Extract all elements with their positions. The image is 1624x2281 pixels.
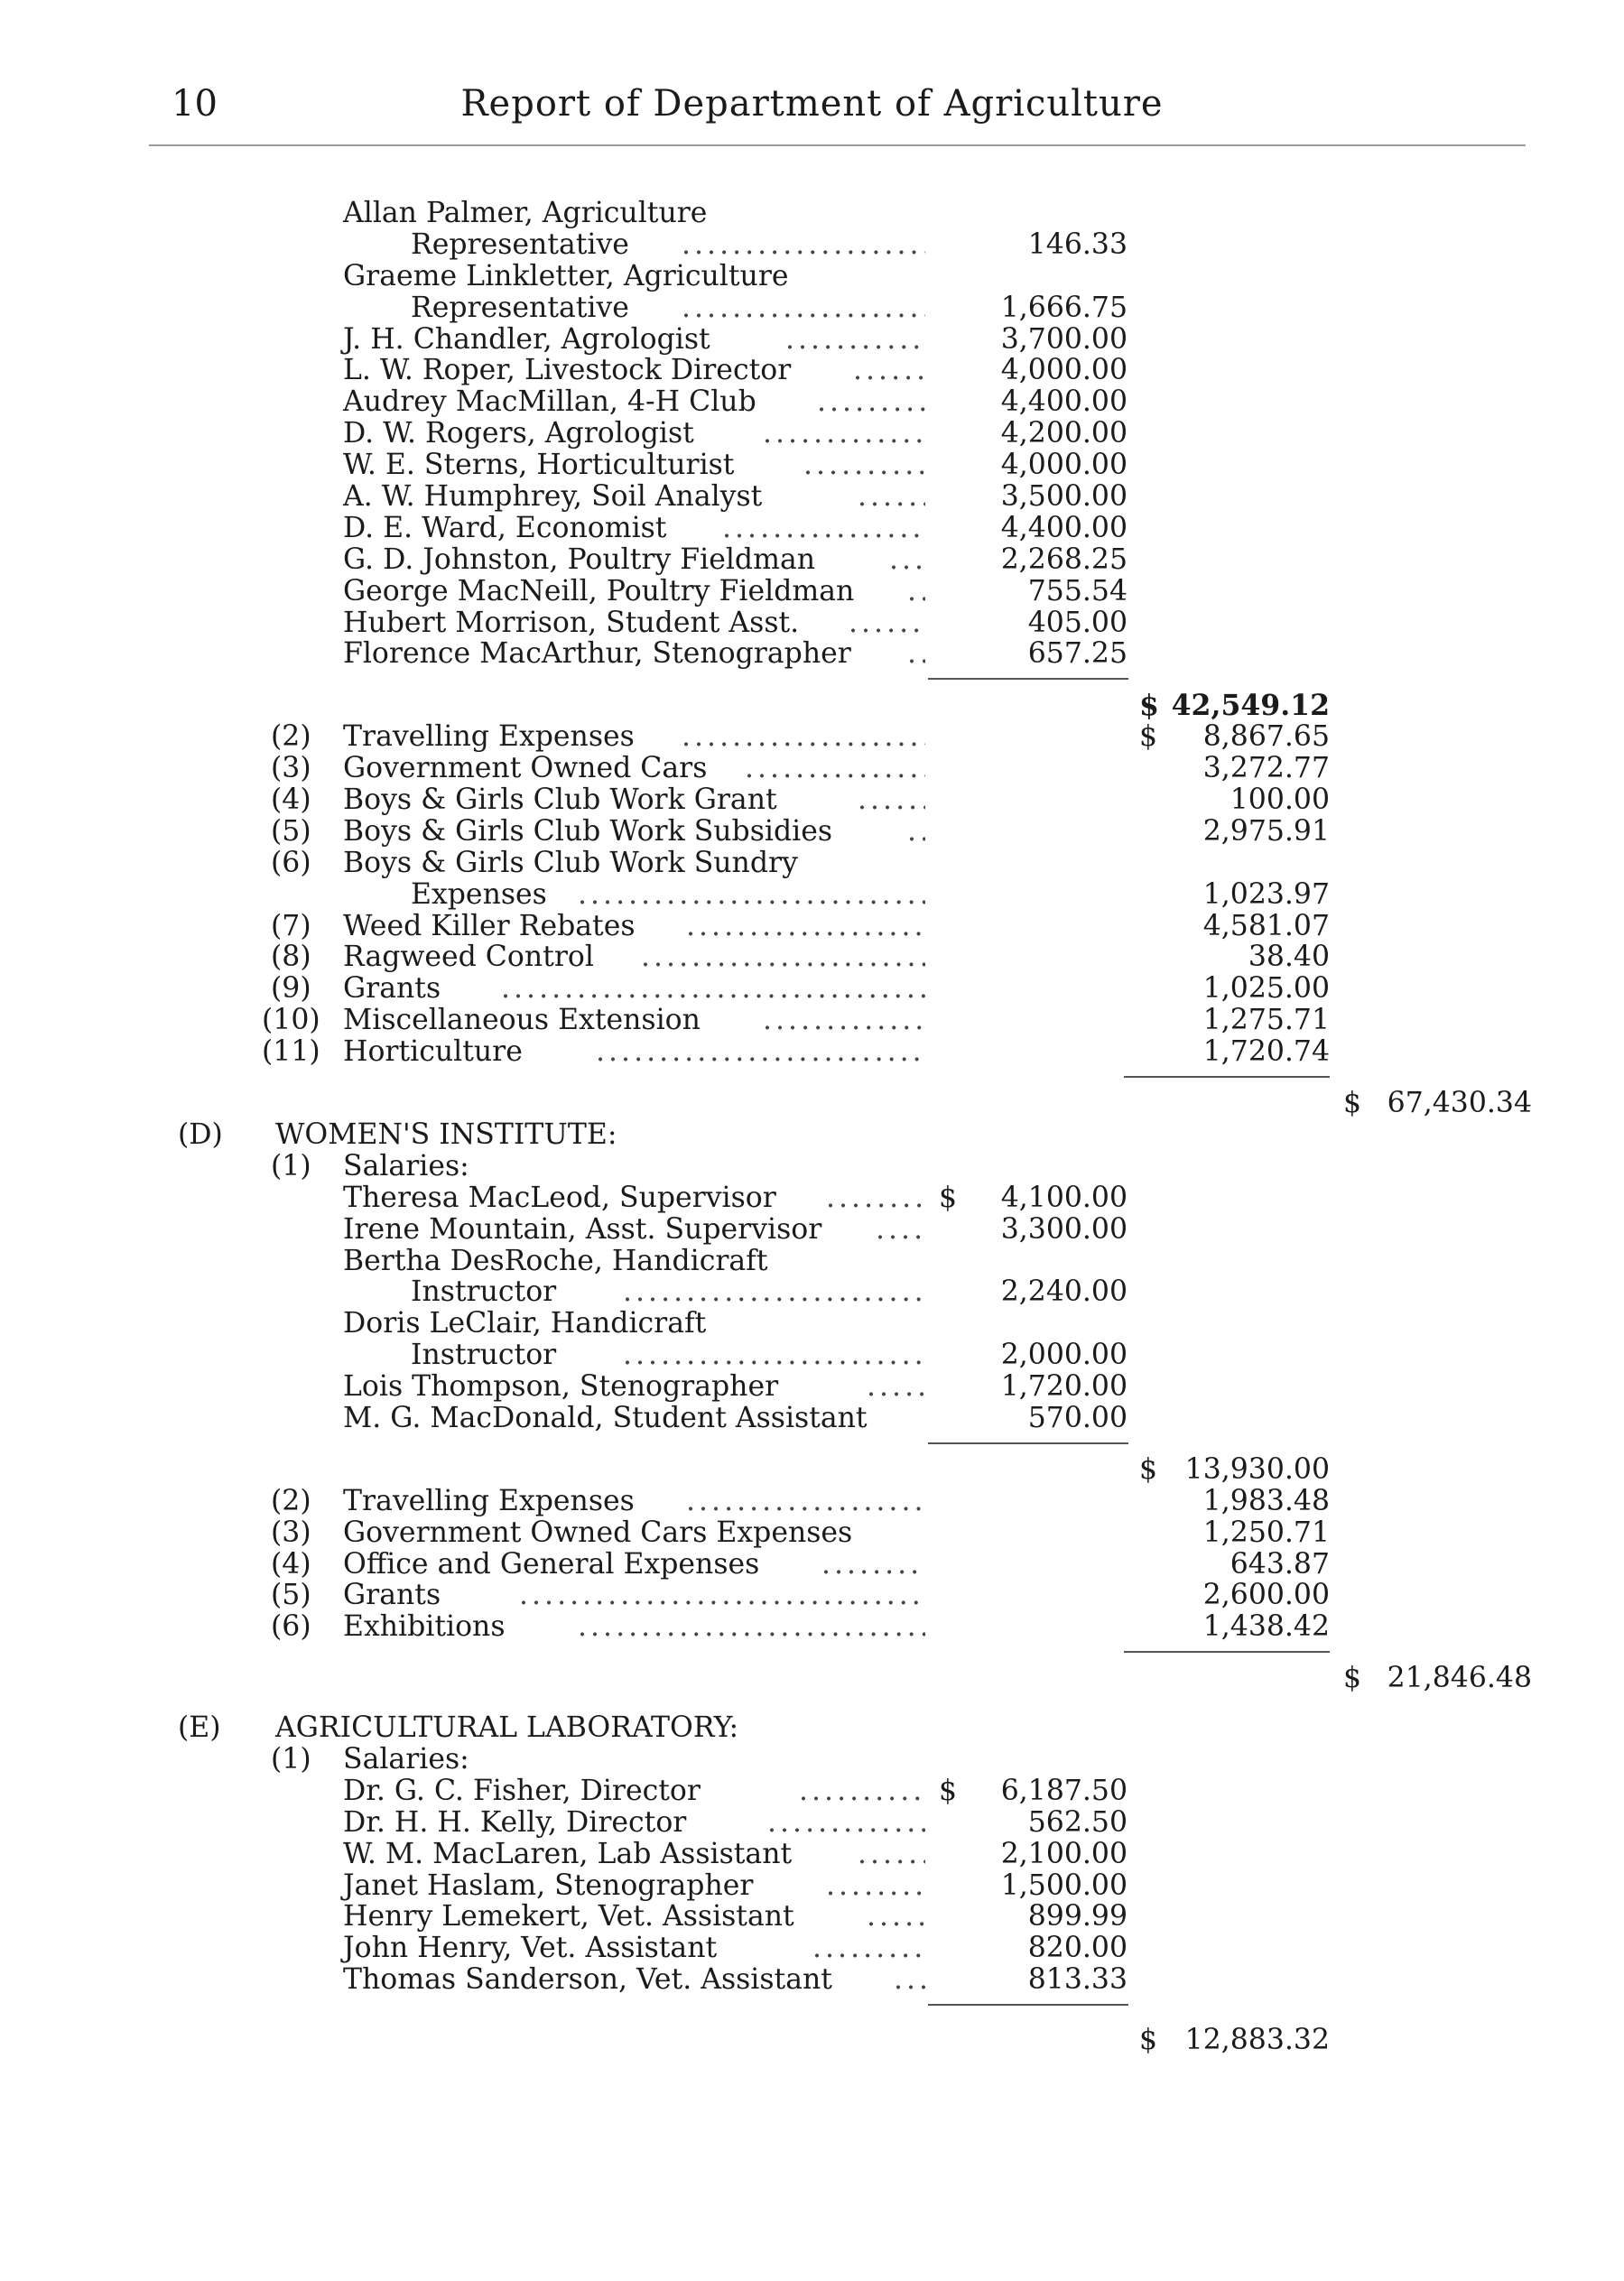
salary-row: J. H. Chandler, Agrologist . . . 3,700.00 <box>0 323 1624 355</box>
salary-row: Thomas Sanderson, Vet. Assistant . . . 813.33 <box>0 1963 1624 1995</box>
expense-row: (5) Grants . . . 2,600.00 <box>0 1579 1624 1610</box>
section-heading: (D) WOMEN'S INSTITUTE: <box>178 1117 617 1151</box>
salary-row: W. M. MacLaren, Lab Assistant . . . 2,100.00 <box>0 1838 1624 1869</box>
salaries-total-row: $ 42,549.12 <box>1139 689 1330 723</box>
expense-row: (6) Exhibitions . . . 1,438.42 <box>0 1610 1624 1642</box>
page-content <box>0 197 1624 2055</box>
expense-row: (11) Horticulture . . . 1,720.74 <box>0 1035 1624 1067</box>
expense-row: (4) Office and General Expenses . . . 643.87 <box>0 1548 1624 1580</box>
expense-row: (7) Weed Killer Rebates . . . 4,581.07 <box>0 910 1624 941</box>
salary-row: G. D. Johnston, Poultry Fieldman . . . 2,268.25 <box>0 543 1624 575</box>
salary-row: Dr. H. H. Kelly, Director . . . 562.50 <box>0 1806 1624 1838</box>
salary-row: Dr. G. C. Fisher, Director . . . $ 6,187.50 <box>0 1775 1624 1806</box>
salaries-heading: (1) Salaries: <box>271 1742 469 1776</box>
salary-row: D. E. Ward, Economist . . . 4,400.00 <box>0 512 1624 543</box>
subtotal-rule <box>1124 1651 1330 1653</box>
expense-row: (10) Miscellaneous Extension . . . 1,275.71 <box>0 1004 1624 1035</box>
salary-row: D. W. Rogers, Agrologist . . . 4,200.00 <box>0 417 1624 449</box>
expense-row: (3) Government Owned Cars Expenses 1,250.71 <box>271 1516 1330 1549</box>
salary-row: Doris LeClair, Handicraft <box>343 1307 707 1340</box>
expense-row: (8) Ragweed Control . . . 38.40 <box>0 941 1624 972</box>
salary-row: Lois Thompson, Stenographer . . . 1,720.00 <box>0 1370 1624 1402</box>
salary-row: Instructor . . . 2,000.00 <box>0 1339 1624 1370</box>
subtotal-rule <box>1124 1076 1330 1078</box>
salary-row: A. W. Humphrey, Soil Analyst . . . 3,500.00 <box>0 480 1624 512</box>
header-rule <box>149 144 1526 146</box>
expense-row: (2) Travelling Expenses . . . $ 8,867.65 <box>0 720 1624 752</box>
expense-row: (3) Government Owned Cars . . . 3,272.77 <box>0 752 1624 784</box>
salary-row: M. G. MacDonald, Student Assistant 570.00 <box>343 1401 1128 1434</box>
salary-row: Representative . . . 1,666.75 <box>0 292 1624 323</box>
salary-row: John Henry, Vet. Assistant . . . 820.00 <box>0 1932 1624 1963</box>
salary-row: L. W. Roper, Livestock Director . . . 4,000.00 <box>0 354 1624 385</box>
subtotal-rule <box>928 2004 1128 2006</box>
grand-total-row: $ 67,430.34 <box>1343 1087 1532 1120</box>
salary-row: Instructor . . . 2,240.00 <box>0 1275 1624 1307</box>
salary-row: Hubert Morrison, Student Asst. . . . 405.00 <box>0 607 1624 638</box>
expense-row: (2) Travelling Expenses . . . 1,983.48 <box>0 1485 1624 1516</box>
section-heading: (E) AGRICULTURAL LABORATORY: <box>178 1711 739 1745</box>
expense-row: (5) Boys & Girls Club Work Subsidies . . . 2,975.91 <box>0 815 1624 847</box>
page-number: 10 <box>172 83 218 125</box>
salary-row: W. E. Sterns, Horticulturist . . . 4,000.00 <box>0 449 1624 480</box>
salary-row: Bertha DesRoche, Handicraft <box>343 1244 768 1277</box>
expense-row: (9) Grants . . . 1,025.00 <box>0 972 1624 1004</box>
salary-row: Irene Mountain, Asst. Supervisor . . . 3,300.00 <box>0 1213 1624 1245</box>
salaries-heading: (1) Salaries: <box>271 1149 469 1182</box>
salary-row: Graeme Linkletter, Agriculture <box>343 259 789 292</box>
expense-row: (4) Boys & Girls Club Work Grant . . . 100.00 <box>0 784 1624 815</box>
salary-row: Henry Lemekert, Vet. Assistant . . . 899.99 <box>0 1900 1624 1932</box>
expense-row: (6) Boys & Girls Club Work Sundry <box>271 846 798 879</box>
running-title: Report of Department of Agriculture <box>460 83 1164 125</box>
salary-row: Theresa MacLeod, Supervisor . . . $ 4,100.00 <box>0 1182 1624 1213</box>
salary-row: Allan Palmer, Agriculture <box>343 197 708 229</box>
salary-row: Representative . . . 146.33 <box>0 228 1624 260</box>
salary-row: Janet Haslam, Stenographer . . . 1,500.00 <box>0 1869 1624 1901</box>
salaries-total-row: $ 12,883.32 <box>1139 2024 1330 2057</box>
expense-row: Expenses . . . 1,023.97 <box>0 878 1624 910</box>
salary-row: Audrey MacMillan, 4-H Club . . . 4,400.00 <box>0 385 1624 417</box>
salary-row: George MacNeill, Poultry Fieldman . . . 755.54 <box>0 575 1624 607</box>
subtotal-rule <box>928 678 1128 680</box>
salary-row: Florence MacArthur, Stenographer . . . 657.25 <box>0 637 1624 669</box>
subtotal-rule <box>928 1442 1128 1444</box>
grand-total-row: $ 21,846.48 <box>1343 1662 1532 1695</box>
salaries-total-row: $ 13,930.00 <box>1139 1452 1330 1486</box>
